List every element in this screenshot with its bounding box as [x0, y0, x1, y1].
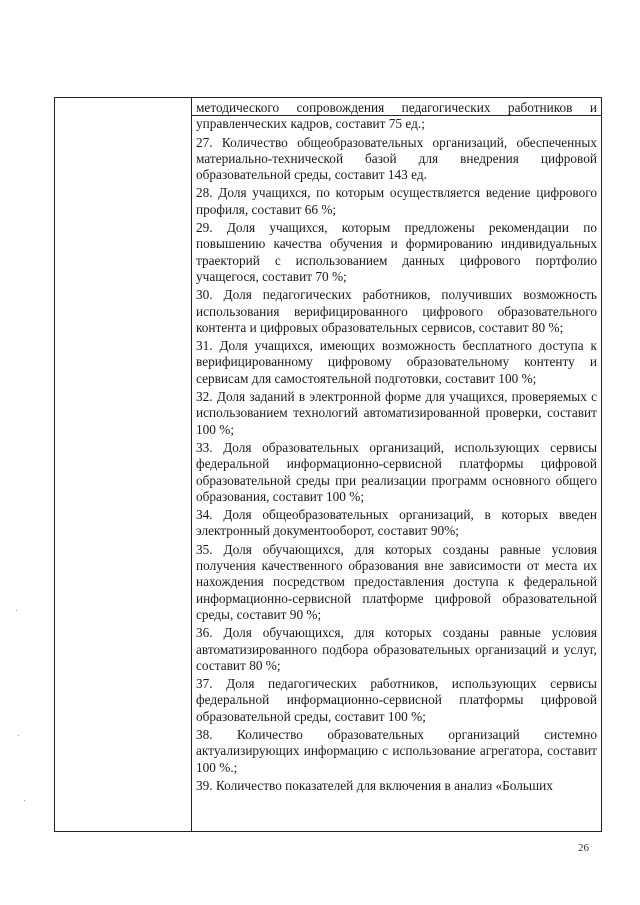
list-item: 35. Доля обучающихся, для которых созданы равные условия получения качественного образования вне зависимости от места их нахождения посредством предоставления доступа к федеральной информационно-сервисной платформе цифровой образовательной среды, составит 90 %; [196, 541, 597, 622]
scan-speck [16, 610, 17, 611]
page-number: 26 [578, 842, 589, 854]
table-text [196, 100, 597, 796]
scan-speck [18, 735, 19, 736]
list-item: методического сопровождения педагогических работников и управленческих кадров, составит 75 ед.; [196, 100, 597, 132]
table-right-cell [192, 98, 601, 831]
list-item: 33. Доля образовательных организаций, использующих сервисы федеральной информационно-сервисной платформы цифровой образовательной среды при реализации программ основного общего образования, составит 100 %; [196, 439, 597, 504]
list-item: 34. Доля общеобразовательных организаций, в которых введен электронный документооборот, составит 90%; [196, 507, 597, 539]
scan-speck [24, 800, 25, 801]
list-item: 31. Доля учащихся, имеющих возможность бесплатного доступа к верифицированному цифровому образовательному контенту и сервисам для самостоятельной подготовки, составит 100 %; [196, 338, 597, 386]
list-item: 39. Количество показателей для включения в анализ «Больших [196, 777, 553, 793]
list-item: 30. Доля педагогических работников, получивших возможность использования верифицированного цифрового образовательного контента и цифровых образовательных сервисов, составит 80 %; [196, 287, 597, 335]
list-item: 38. Количество образовательных организаций системно актуализирующих информацию с использование агрегатора, составит 100 %.; [196, 726, 597, 775]
list-item: 29. Доля учащихся, которым предложены рекомендации по повышению качества обучения и формированию индивидуальных траекторий с использованием данных цифрового портфолио учащегося, составит 70 %; [196, 220, 597, 284]
list-item: 28. Доля учащихся, по которым осуществляется ведение цифрового профиля, составит 66 %; [196, 185, 597, 217]
table-left-cell [55, 98, 192, 831]
list-item: 36. Доля обучающихся, для которых созданы равные условия автоматизированного подбора образовательных организаций и услуг, составит 80 %; [196, 625, 597, 673]
list-item: 27. Количество общеобразовательных организаций, обеспеченных материально-технической базой для внедрения цифровой образовательной среды, составит 143 ед. [196, 134, 597, 183]
list-item: 37. Доля педагогических работников, использующих сервисы федеральной информационно-сервисной платформы цифровой образовательной среды, составит 100 %; [196, 676, 597, 724]
list-item: 32. Доля заданий в электронной форме для учащихся, проверяемых с использованием технологий автоматизированной проверки, составит 100 %; [196, 389, 597, 437]
document-table [54, 97, 602, 832]
